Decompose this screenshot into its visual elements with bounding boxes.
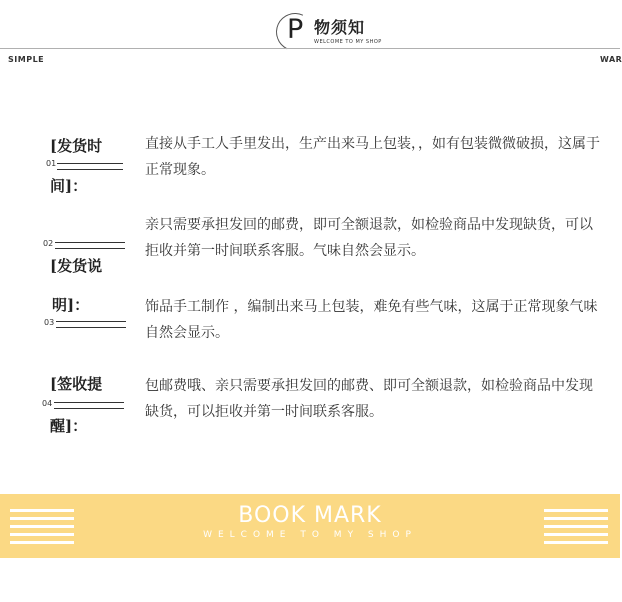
section-3-number: 03 [44,318,55,327]
right-tag: WAR [600,55,622,64]
section-2-number: 02 [43,239,54,248]
section-4-label-line1: [签收提 [50,375,103,393]
section-1-label-line2: 间]： [50,177,88,195]
bookmark-subtitle: WELCOME TO MY SHOP [203,530,417,540]
section-3-double-line [56,321,126,328]
section-4-text: 包邮费哦、亲只需要承担发回的邮费、即可全额退款，如检验商品中发现缺货，可以拒收并第一时间联系客服。 [145,378,593,420]
section-4-double-line [54,402,124,409]
section-4-label-line2: 醒]： [50,417,88,435]
section-1-label-line1: [发货时 [50,137,103,155]
section-1-double-line [57,163,123,170]
bookmark-title: BOOK MARK [238,503,382,528]
section-1-text: 直接从手工人手里发出，生产出来马上包装，，如有包装微微破损，这属于正常现象。 [145,136,600,178]
section-3-label-line1: 明]： [52,296,90,314]
page-subtitle: WELCOME TO MY SHOP [314,39,382,45]
header-divider [0,48,620,49]
page-title: 物须知 [314,18,366,37]
section-2-double-line [55,242,125,249]
logo-letter: P [287,14,304,45]
section-3-text: 饰品手工制作 ，编制出来马上包装，难免有些气味，这属于正常现象气味自然会显示。 [145,299,598,341]
section-2-text: 亲只需要承担发回的邮费，即可全额退款，如检验商品中发现缺货，可以拒收并第一时间联系客服。气味自然会显示。 [145,217,593,259]
header [0,0,622,64]
section-1-number: 01 [46,159,57,168]
section-4-number: 04 [42,399,53,408]
left-tag: SIMPLE [8,55,45,64]
section-2-label-line1: [发货说 [50,257,103,275]
